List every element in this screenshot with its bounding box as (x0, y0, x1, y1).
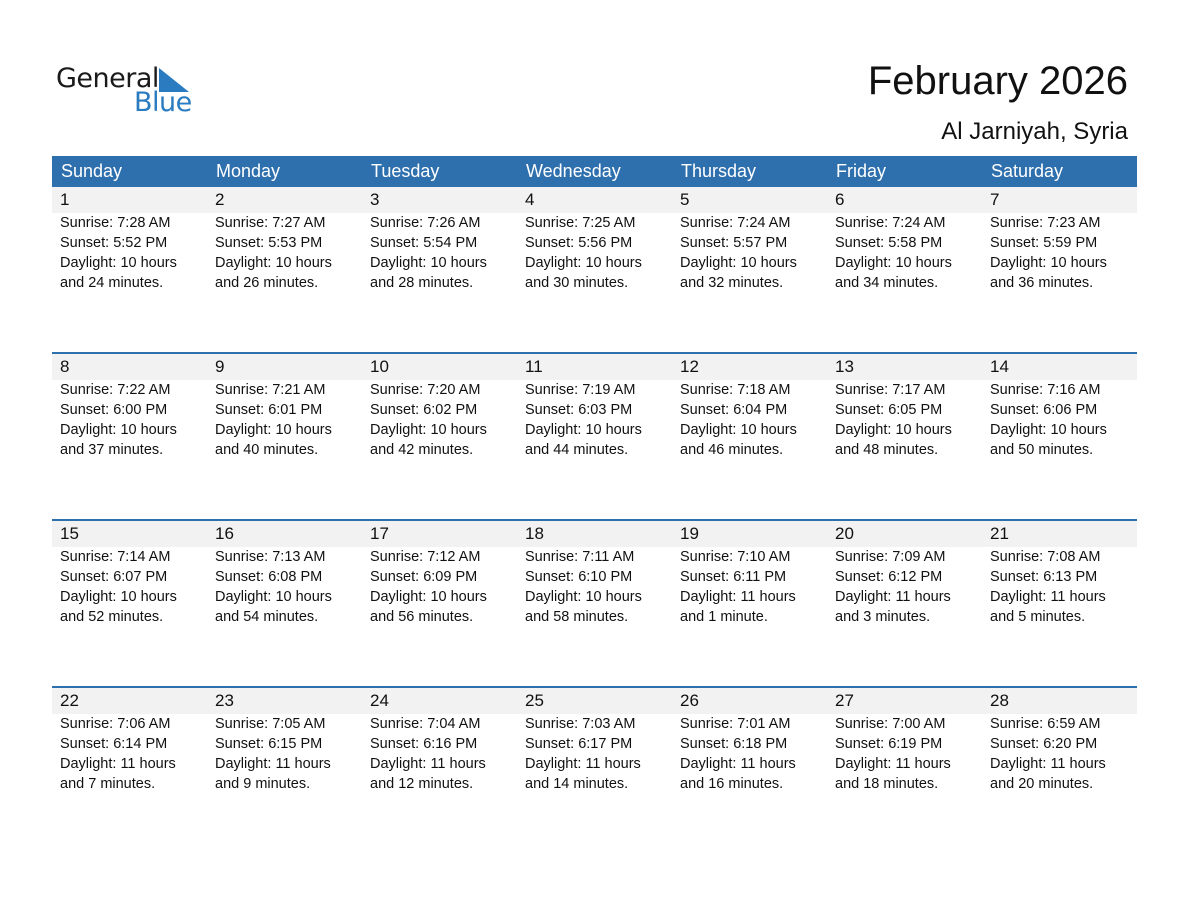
day-cell (827, 547, 982, 627)
sunset-time: Sunset: 6:15 PM (215, 736, 323, 752)
daylight-duration: and 26 minutes. (215, 275, 319, 291)
daylight-duration: Daylight: 10 hours (215, 422, 332, 438)
day-cell (517, 547, 672, 627)
daylight-duration: Daylight: 10 hours (60, 422, 177, 438)
day-cell (672, 547, 827, 627)
daylight-duration: and 9 minutes. (215, 776, 311, 792)
daylight-duration: Daylight: 11 hours (680, 589, 796, 605)
sunset-time: Sunset: 6:01 PM (215, 402, 323, 418)
sunset-time: Sunset: 6:17 PM (525, 736, 633, 752)
day-cell (672, 213, 827, 293)
page-title: February 2026 (867, 59, 1128, 103)
daylight-duration: Daylight: 10 hours (990, 255, 1107, 271)
location-subtitle: Al Jarniyah, Syria (941, 118, 1128, 145)
weekday-tuesday: Tuesday (371, 161, 440, 181)
sunrise-time: Sunrise: 6:59 AM (990, 716, 1101, 732)
daylight-duration: and 5 minutes. (990, 609, 1086, 625)
day-cell (207, 213, 362, 293)
day-cell (827, 380, 982, 460)
daylight-duration: Daylight: 10 hours (990, 422, 1107, 438)
daylight-duration: and 34 minutes. (835, 275, 939, 291)
day-number: 17 (370, 524, 389, 543)
day-number: 1 (60, 190, 70, 209)
sunset-time: Sunset: 5:52 PM (60, 235, 168, 251)
daylight-duration: and 54 minutes. (215, 609, 319, 625)
daylight-duration: and 30 minutes. (525, 275, 629, 291)
sunset-time: Sunset: 6:20 PM (990, 736, 1098, 752)
day-cell (362, 547, 517, 627)
day-cell (52, 213, 207, 293)
day-number: 7 (990, 190, 1000, 209)
day-info-row (52, 714, 1137, 794)
day-number: 25 (525, 691, 544, 710)
sunset-time: Sunset: 5:57 PM (680, 235, 788, 251)
daylight-duration: and 3 minutes. (835, 609, 931, 625)
day-number: 6 (835, 190, 845, 209)
daylight-duration: Daylight: 11 hours (990, 756, 1106, 772)
sunrise-time: Sunrise: 7:25 AM (525, 215, 636, 231)
sunset-time: Sunset: 5:56 PM (525, 235, 633, 251)
sunset-time: Sunset: 6:03 PM (525, 402, 633, 418)
sunrise-time: Sunrise: 7:21 AM (215, 382, 326, 398)
day-cell (207, 380, 362, 460)
daylight-duration: and 28 minutes. (370, 275, 474, 291)
daylight-duration: Daylight: 11 hours (370, 756, 486, 772)
daylight-duration: and 37 minutes. (60, 442, 164, 458)
daylight-duration: and 42 minutes. (370, 442, 474, 458)
daylight-duration: and 58 minutes. (525, 609, 629, 625)
daylight-duration: Daylight: 11 hours (525, 756, 641, 772)
day-number-row (52, 688, 1137, 714)
sunrise-time: Sunrise: 7:12 AM (370, 549, 481, 565)
sunrise-time: Sunrise: 7:16 AM (990, 382, 1101, 398)
day-cell (982, 547, 1137, 627)
day-number: 24 (370, 691, 389, 710)
daylight-duration: and 12 minutes. (370, 776, 474, 792)
daylight-duration: Daylight: 11 hours (215, 756, 331, 772)
day-number: 11 (525, 357, 543, 376)
day-cell (672, 380, 827, 460)
week-row (52, 686, 1137, 853)
sunrise-time: Sunrise: 7:18 AM (680, 382, 791, 398)
day-number: 18 (525, 524, 544, 543)
daylight-duration: Daylight: 10 hours (835, 422, 952, 438)
sunrise-time: Sunrise: 7:23 AM (990, 215, 1101, 231)
week-row (52, 352, 1137, 519)
daylight-duration: and 56 minutes. (370, 609, 474, 625)
daylight-duration: and 36 minutes. (990, 275, 1094, 291)
daylight-duration: Daylight: 10 hours (835, 255, 952, 271)
day-number: 22 (60, 691, 79, 710)
sunset-time: Sunset: 6:18 PM (680, 736, 788, 752)
sunset-time: Sunset: 6:12 PM (835, 569, 943, 585)
day-number: 3 (370, 190, 380, 209)
weekday-saturday: Saturday (991, 161, 1064, 181)
sunrise-time: Sunrise: 7:01 AM (680, 716, 791, 732)
sunset-time: Sunset: 5:58 PM (835, 235, 943, 251)
sunrise-time: Sunrise: 7:04 AM (370, 716, 481, 732)
daylight-duration: Daylight: 10 hours (215, 589, 332, 605)
day-info-row (52, 547, 1137, 627)
daylight-duration: and 18 minutes. (835, 776, 939, 792)
daylight-duration: Daylight: 11 hours (835, 589, 951, 605)
day-number-row (52, 354, 1137, 380)
daylight-duration: and 24 minutes. (60, 275, 164, 291)
sunrise-time: Sunrise: 7:24 AM (835, 215, 946, 231)
day-number: 8 (60, 357, 70, 376)
daylight-duration: and 48 minutes. (835, 442, 939, 458)
daylight-duration: and 7 minutes. (60, 776, 156, 792)
weekday-thursday: Thursday (681, 161, 757, 181)
logo (56, 62, 196, 120)
day-info-row (52, 380, 1137, 460)
weekday-sunday: Sunday (61, 161, 123, 181)
weekday-wednesday: Wednesday (526, 161, 621, 181)
daylight-duration: Daylight: 10 hours (680, 422, 797, 438)
sunrise-time: Sunrise: 7:27 AM (215, 215, 326, 231)
day-cell (827, 213, 982, 293)
day-number-row (52, 187, 1137, 213)
daylight-duration: Daylight: 10 hours (60, 255, 177, 271)
day-number: 5 (680, 190, 690, 209)
sunrise-time: Sunrise: 7:05 AM (215, 716, 326, 732)
week-row (52, 519, 1137, 686)
sunset-time: Sunset: 6:04 PM (680, 402, 788, 418)
daylight-duration: Daylight: 11 hours (835, 756, 951, 772)
day-cell (207, 547, 362, 627)
day-number: 14 (990, 357, 1009, 376)
daylight-duration: Daylight: 10 hours (215, 255, 332, 271)
day-cell (517, 213, 672, 293)
logo-general-text: General (56, 63, 159, 94)
day-number: 2 (215, 190, 225, 209)
sunrise-time: Sunrise: 7:13 AM (215, 549, 326, 565)
sunrise-time: Sunrise: 7:08 AM (990, 549, 1101, 565)
daylight-duration: and 1 minute. (680, 609, 768, 625)
day-number: 21 (990, 524, 1009, 543)
day-number: 16 (215, 524, 234, 543)
sunrise-time: Sunrise: 7:24 AM (680, 215, 791, 231)
sunrise-time: Sunrise: 7:20 AM (370, 382, 481, 398)
sunrise-time: Sunrise: 7:19 AM (525, 382, 636, 398)
daylight-duration: and 32 minutes. (680, 275, 784, 291)
daylight-duration: Daylight: 11 hours (60, 756, 176, 772)
day-cell (517, 714, 672, 794)
day-number: 9 (215, 357, 225, 376)
sunset-time: Sunset: 6:08 PM (215, 569, 323, 585)
daylight-duration: Daylight: 11 hours (680, 756, 796, 772)
sunset-time: Sunset: 6:06 PM (990, 402, 1098, 418)
day-number: 27 (835, 691, 854, 710)
day-number: 20 (835, 524, 854, 543)
day-cell (362, 213, 517, 293)
day-number-row (52, 521, 1137, 547)
sunrise-time: Sunrise: 7:14 AM (60, 549, 171, 565)
sunset-time: Sunset: 6:16 PM (370, 736, 478, 752)
weekday-monday: Monday (216, 161, 281, 181)
week-row (52, 187, 1137, 352)
day-number: 4 (525, 190, 535, 209)
daylight-duration: Daylight: 11 hours (990, 589, 1106, 605)
day-cell (362, 714, 517, 794)
day-number: 10 (370, 357, 389, 376)
day-cell (672, 714, 827, 794)
sunset-time: Sunset: 6:02 PM (370, 402, 478, 418)
sunset-time: Sunset: 6:13 PM (990, 569, 1098, 585)
sunset-time: Sunset: 5:53 PM (215, 235, 323, 251)
day-cell (982, 714, 1137, 794)
sunset-time: Sunset: 6:09 PM (370, 569, 478, 585)
day-number: 26 (680, 691, 699, 710)
weekday-header (52, 156, 1137, 187)
day-cell (982, 213, 1137, 293)
sunrise-time: Sunrise: 7:09 AM (835, 549, 946, 565)
sunset-time: Sunset: 6:07 PM (60, 569, 168, 585)
day-cell (207, 714, 362, 794)
day-number: 23 (215, 691, 234, 710)
calendar-grid (52, 156, 1137, 853)
daylight-duration: Daylight: 10 hours (680, 255, 797, 271)
daylight-duration: and 40 minutes. (215, 442, 319, 458)
sunrise-time: Sunrise: 7:26 AM (370, 215, 481, 231)
sunset-time: Sunset: 5:54 PM (370, 235, 478, 251)
sunrise-time: Sunrise: 7:22 AM (60, 382, 171, 398)
daylight-duration: and 44 minutes. (525, 442, 629, 458)
weekday-friday: Friday (836, 161, 887, 181)
sunrise-time: Sunrise: 7:03 AM (525, 716, 636, 732)
sunrise-time: Sunrise: 7:10 AM (680, 549, 791, 565)
sunset-time: Sunset: 6:05 PM (835, 402, 943, 418)
daylight-duration: and 46 minutes. (680, 442, 784, 458)
day-info-row (52, 213, 1137, 293)
daylight-duration: and 14 minutes. (525, 776, 629, 792)
sunset-time: Sunset: 6:19 PM (835, 736, 943, 752)
day-cell (52, 714, 207, 794)
daylight-duration: Daylight: 10 hours (525, 255, 642, 271)
daylight-duration: and 16 minutes. (680, 776, 784, 792)
sunrise-time: Sunrise: 7:06 AM (60, 716, 171, 732)
daylight-duration: Daylight: 10 hours (525, 422, 642, 438)
day-number: 28 (990, 691, 1009, 710)
day-cell (982, 380, 1137, 460)
day-number: 15 (60, 524, 79, 543)
daylight-duration: Daylight: 10 hours (525, 589, 642, 605)
daylight-duration: and 20 minutes. (990, 776, 1094, 792)
daylight-duration: and 52 minutes. (60, 609, 164, 625)
sunset-time: Sunset: 5:59 PM (990, 235, 1098, 251)
day-cell (52, 380, 207, 460)
day-cell (52, 547, 207, 627)
sunset-time: Sunset: 6:00 PM (60, 402, 168, 418)
logo-blue-text: Blue (134, 87, 192, 118)
day-number: 12 (680, 357, 699, 376)
day-cell (517, 380, 672, 460)
day-cell (362, 380, 517, 460)
day-number: 13 (835, 357, 854, 376)
sunset-time: Sunset: 6:14 PM (60, 736, 168, 752)
sunrise-time: Sunrise: 7:11 AM (525, 549, 635, 565)
daylight-duration: Daylight: 10 hours (370, 255, 487, 271)
sunrise-time: Sunrise: 7:28 AM (60, 215, 171, 231)
day-cell (827, 714, 982, 794)
daylight-duration: and 50 minutes. (990, 442, 1094, 458)
sunset-time: Sunset: 6:10 PM (525, 569, 633, 585)
day-number: 19 (680, 524, 699, 543)
daylight-duration: Daylight: 10 hours (60, 589, 177, 605)
sunrise-time: Sunrise: 7:17 AM (835, 382, 946, 398)
sunset-time: Sunset: 6:11 PM (680, 569, 787, 585)
daylight-duration: Daylight: 10 hours (370, 422, 487, 438)
sunrise-time: Sunrise: 7:00 AM (835, 716, 946, 732)
daylight-duration: Daylight: 10 hours (370, 589, 487, 605)
